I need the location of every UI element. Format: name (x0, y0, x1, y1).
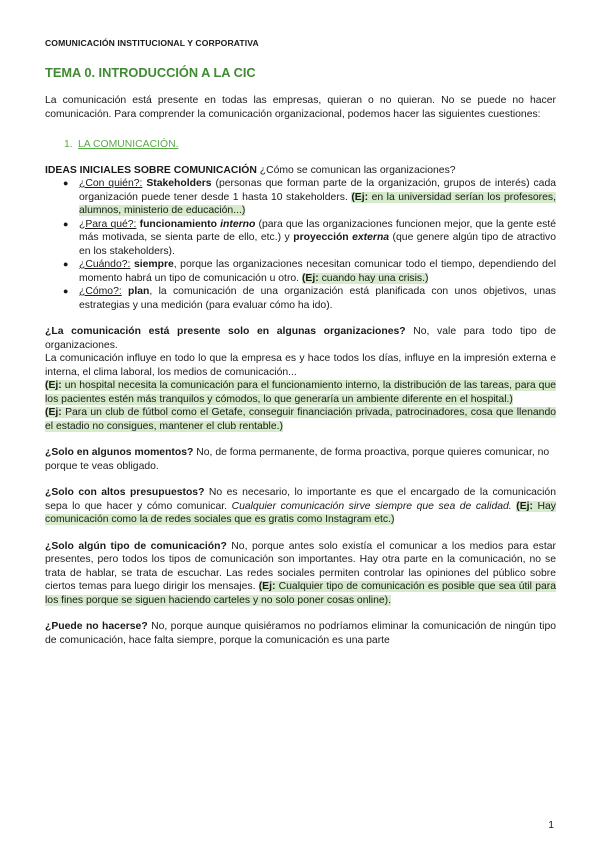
example-text: cuando hay una crisis.) (318, 272, 429, 284)
list-item (63, 177, 557, 218)
bullet-key: Stakeholders (146, 178, 212, 189)
qa-paragraph (45, 446, 556, 473)
bullet-question: ¿Cómo?: (79, 286, 122, 297)
qa-paragraph-continued: La comunicación influye en todo lo que la empresa es y hace todos los días, influye en la impresión externa e interna, el clima laboral, los medios de comunicación... (45, 353, 556, 378)
section-heading (64, 138, 556, 152)
example-text: Para un club de fútbol como el Getafe, conseguir financiación privada, patrocinadores, cosa que llenando el estadio no consigues, mantener el club rentable.) (45, 407, 556, 432)
document-page (45, 38, 556, 647)
qa-question: ¿La comunicación está presente solo en algunas organizaciones? (45, 326, 406, 337)
qa-paragraph (45, 540, 556, 608)
bullet-icon: ● (63, 178, 69, 188)
example-text: Hay comunicación como la de redes sociales que es gratis como Instagram etc.) (45, 500, 556, 525)
list-item (63, 218, 557, 259)
bullet-text: (personas que forman parte de la organización, grupos de interés) cada organización puede tener desde 1 hasta 10 stakeholders. (79, 178, 557, 203)
qa-answer: No, vale para todo tipo de organizaciones. (45, 326, 556, 351)
list-item (63, 258, 557, 285)
example-highlight (45, 380, 556, 405)
bullet-question: ¿Para qué?: (79, 218, 137, 230)
example-label: (Ej: (45, 380, 62, 391)
qa-italic: Cualquier comunicación sirve siempre que sea de calidad. (231, 500, 512, 512)
bullet-text-2: (que genere algún tipo de atractivo en los stakeholders). (79, 232, 556, 257)
list-item (63, 285, 556, 312)
example-highlight (45, 407, 556, 432)
qa-paragraph (45, 486, 556, 527)
example-paragraph (45, 379, 556, 406)
section-number: 1. (64, 139, 73, 150)
ideas-question: ¿Cómo se comunican las organizaciones? (256, 164, 456, 176)
ideas-list (45, 177, 556, 312)
bullet-key-2: proyección (293, 232, 349, 243)
bullet-icon: ● (63, 259, 69, 269)
example-label: (Ej: (516, 500, 533, 512)
qa-paragraph (45, 620, 556, 647)
document-header: COMUNICACIÓN INSTITUCIONAL Y CORPORATIVA (45, 38, 259, 48)
page-number: 1 (548, 820, 554, 831)
bullet-key-2-italic: externa (352, 232, 390, 243)
example-label: (Ej: (258, 581, 276, 592)
bullet-question: ¿Cuándo?: (79, 259, 131, 270)
section-title: LA COMUNICACIÓN. (78, 139, 179, 150)
qa-answer: No, porque aunque quisiéramos no podríamos eliminar la comunicación de ningún tipo de comunicación, hace falta siempre, porque la comunicación es una parte (45, 621, 556, 646)
example-paragraph (45, 406, 556, 433)
example-text: en la universidad serían los profesores, alumnos, ministerio de educación...) (79, 191, 556, 216)
qa-paragraph (45, 325, 556, 352)
bullet-question: ¿Con quién?: (79, 178, 143, 189)
qa-answer: No es necesario, lo importante es que el encargado de la comunicación sepa lo que hacer y cómo comunicar. (45, 487, 556, 512)
bullet-key: funcionamiento (139, 218, 217, 230)
qa-question: ¿Puede no hacerse? (45, 621, 148, 632)
qa-question: ¿Solo con altos presupuestos? (45, 487, 205, 498)
example-label: (Ej: (351, 191, 369, 203)
page-title: TEMA 0. INTRODUCCIÓN A LA CIC (45, 65, 256, 80)
qa-answer: No, porque antes solo existía el comunicar a los medios para estar presentes, pero todos los tipos de comunicación son importantes. Hay otra parte en la comunicación, no se trata de hablar, se trata de escuchar. Las redes sociales permiten controlar las opiniones del público sobre ciertos temas para luego dirigir los mensajes. (45, 540, 556, 592)
bullet-text: (para que las organizaciones funcionen mejor, que la gente esté más motivada, se sienta parte de ello, etc.) y (79, 218, 557, 243)
example-label: (Ej: (301, 272, 319, 284)
bullet-text: , porque las organizaciones necesitan comunicar todo el tiempo, dependiendo del momento habrá un tipo de comunicación u otro. (79, 259, 557, 284)
example-highlight (302, 273, 429, 284)
ideas-heading (45, 164, 556, 178)
bullet-icon: ● (63, 218, 69, 229)
example-label: (Ej: (45, 407, 62, 418)
bullet-key-italic: interno (220, 218, 256, 230)
bullet-key: plan (128, 286, 150, 297)
qa-question: ¿Solo en algunos momentos? (45, 447, 194, 458)
bullet-key: siempre (133, 259, 174, 270)
example-text: Cualquier tipo de comunicación es posible que sea útil para los fines porque se siguen haciendo carteles y no solo poner cosas online). (45, 581, 556, 606)
qa-answer: No, de forma permanente, de forma proactiva, porque quieres comunicar, no porque te veas obligado. (45, 447, 550, 472)
ideas-title: IDEAS INICIALES SOBRE COMUNICACIÓN (45, 164, 257, 176)
example-text: un hospital necesita la comunicación para el funcionamiento interno, la distribución de las tareas, para que los pacientes estén más tranquilos y cómodos, lo que generaría un ambiente diferente en el hospital.) (45, 380, 556, 405)
bullet-icon: ● (63, 286, 69, 296)
intro-paragraph: La comunicación está presente en todas las empresas, quieran o no quieran. No se puede no hacer comunicación. Para comprender la comunicación organizacional, podemos hacer las siguientes cuestiones: (45, 95, 556, 120)
bullet-text: , la comunicación de una organización está planificada con unos objetivos, unas estrategias y una medición (para evaluar cómo ha ido). (79, 286, 556, 311)
qa-question: ¿Solo algún tipo de comunicación? (45, 540, 227, 552)
